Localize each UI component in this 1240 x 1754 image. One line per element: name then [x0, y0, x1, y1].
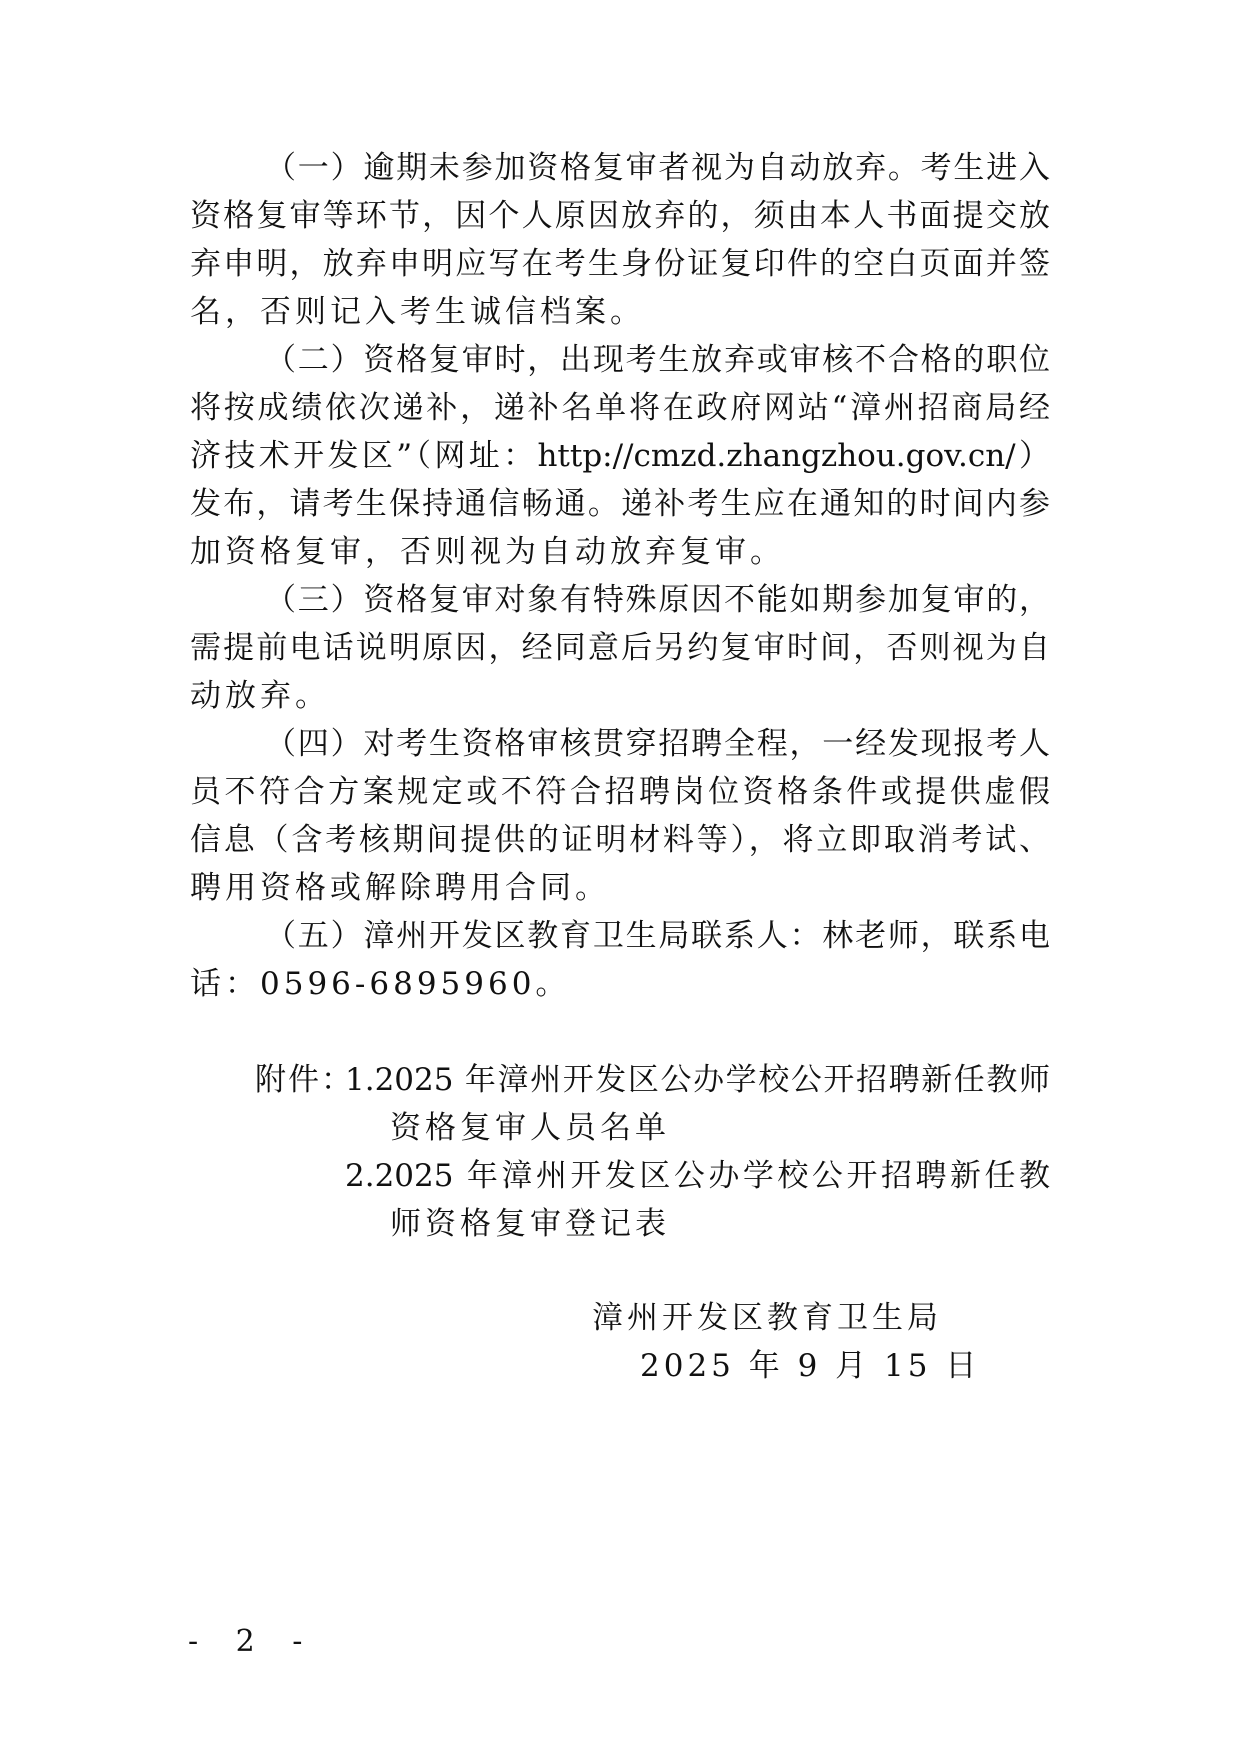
paragraph-3-line-1: （三）资格复审对象有特殊原因不能如期参加复审的，	[265, 582, 1050, 618]
paragraph-1-line-4: 名，否则记入考生诚信档案。	[190, 294, 645, 330]
page-number: - 2 -	[188, 1624, 317, 1659]
paragraph-1-line-1: （一）逾期未参加资格复审者视为自动放弃。考生进入	[265, 150, 1050, 186]
attachment-2-line-2: 师资格复审登记表	[390, 1206, 670, 1242]
paragraph-2-line-5: 加资格复审，否则视为自动放弃复审。	[190, 534, 785, 570]
paragraph-3-line-3: 动放弃。	[190, 678, 330, 714]
paragraph-4-line-1: （四）对考生资格审核贯穿招聘全程，一经发现报考人	[265, 726, 1050, 762]
paragraph-5-line-2: 话：0596-6895960。	[190, 966, 571, 1002]
paragraph-1-line-2: 资格复审等环节，因个人原因放弃的，须由本人书面提交放	[190, 198, 1050, 234]
attachment-2-line-1: 2.2025 年漳州开发区公办学校公开招聘新任教	[345, 1158, 1050, 1194]
paragraph-5-line-1: （五）漳州开发区教育卫生局联系人：林老师，联系电	[265, 918, 1050, 954]
attachment-1-line-2: 资格复审人员名单	[390, 1110, 670, 1146]
paragraph-2-line-1: （二）资格复审时，出现考生放弃或审核不合格的职位	[265, 342, 1050, 378]
paragraph-4-line-4: 聘用资格或解除聘用合同。	[190, 870, 610, 906]
paragraph-4-line-3: 信息（含考核期间提供的证明材料等），将立即取消考试、	[190, 822, 1050, 858]
signature-organization: 漳州开发区教育卫生局	[592, 1300, 942, 1336]
paragraph-2-line-4: 发布，请考生保持通信畅通。递补考生应在通知的时间内参	[190, 486, 1050, 522]
paragraph-4-line-2: 员不符合方案规定或不符合招聘岗位资格条件或提供虚假	[190, 774, 1050, 810]
attachments-label: 附件：	[255, 1062, 354, 1098]
signature-date: 2025 年 9 月 15 日	[640, 1348, 981, 1384]
paragraph-1-line-3: 弃申明，放弃申明应写在考生身份证复印件的空白页面并签	[190, 246, 1050, 282]
paragraph-2-line-3: 济技术开发区”（网址：http://cmzd.zhangzhou.gov.cn/）	[190, 438, 1050, 474]
attachment-1-line-1: 1.2025 年漳州开发区公办学校公开招聘新任教师	[345, 1062, 1050, 1098]
paragraph-2-line-2: 将按成绩依次递补，递补名单将在政府网站“漳州招商局经	[190, 390, 1050, 426]
paragraph-3-line-2: 需提前电话说明原因，经同意后另约复审时间，否则视为自	[190, 630, 1050, 666]
